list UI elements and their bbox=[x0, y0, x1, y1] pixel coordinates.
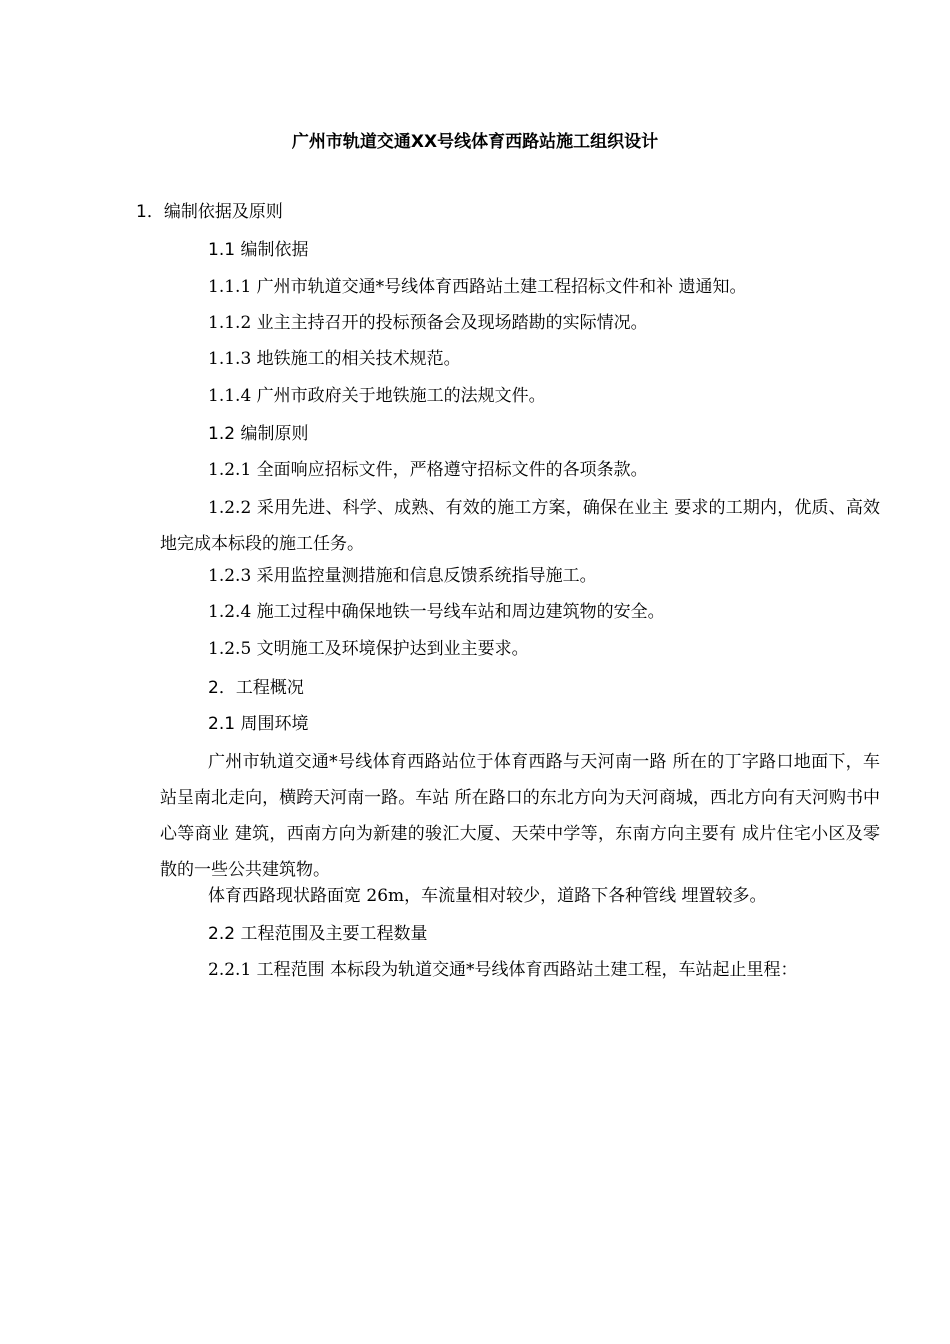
section-heading-2-2: 2.2 工程范围及主要工程数量 bbox=[208, 924, 428, 944]
section-heading-1-1: 1.1 编制依据 bbox=[208, 240, 309, 260]
section-heading-1: 1．编制依据及原则 bbox=[136, 202, 283, 222]
item-1-2-4: 1.2.4 施工过程中确保地铁一号线车站和周边建筑物的安全。 bbox=[208, 602, 665, 622]
item-1-2-5: 1.2.5 文明施工及环境保护达到业主要求。 bbox=[208, 639, 529, 659]
item-1-1-3: 1.1.3 地铁施工的相关技术规范。 bbox=[208, 349, 461, 369]
item-1-2-2: 1.2.2 采用先进、科学、成熟、有效的施工方案，确保在业主 要求的工期内，优质、高效地完成本标段的施工任务。 bbox=[160, 498, 880, 554]
item-1-1-2: 1.1.2 业主主持召开的投标预备会及现场踏勘的实际情况。 bbox=[208, 313, 648, 333]
item-1-2-3: 1.2.3 采用监控量测措施和信息反馈系统指导施工。 bbox=[208, 566, 597, 586]
paragraph-road-status: 体育西路现状路面宽 26m，车流量相对较少，道路下各种管线 埋置较多。 bbox=[208, 886, 767, 906]
item-1-1-1: 1.1.1 广州市轨道交通*号线体育西路站土建工程招标文件和补 遗通知。 bbox=[208, 277, 747, 297]
item-2-2-1: 2.2.1 工程范围 本标段为轨道交通*号线体育西路站土建工程，车站起止里程： bbox=[208, 960, 798, 980]
section-heading-2: 2．工程概况 bbox=[208, 678, 304, 698]
item-1-2-1: 1.2.1 全面响应招标文件，严格遵守招标文件的各项条款。 bbox=[208, 460, 648, 480]
document-title: 广州市轨道交通XX号线体育西路站施工组织设计 bbox=[291, 132, 659, 152]
paragraph-surroundings: 广州市轨道交通*号线体育西路站位于体育西路与天河南一路 所在的丁字路口地面下，车站呈南北走向，横跨天河南一路。车站 所在路口的东北方向为天河商城，西北方向有天河购书中心等商业 建筑，西南方向为新建的骏汇大厦、天荣中学等，东南方向主要有 成片住宅小区及零散的一些公共建筑物。 bbox=[160, 752, 880, 880]
section-heading-2-1: 2.1 周围环境 bbox=[208, 714, 309, 734]
item-1-1-4: 1.1.4 广州市政府关于地铁施工的法规文件。 bbox=[208, 386, 546, 406]
section-heading-1-2: 1.2 编制原则 bbox=[208, 424, 309, 444]
